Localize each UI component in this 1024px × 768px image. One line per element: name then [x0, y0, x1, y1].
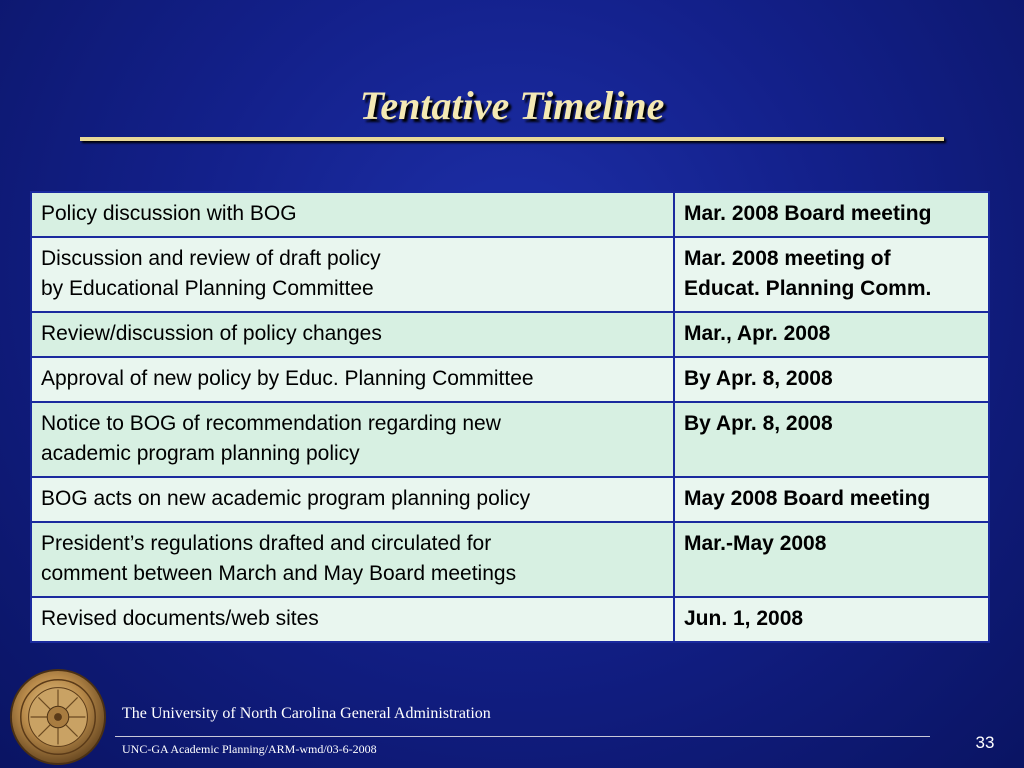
table-row — [31, 522, 989, 597]
date-text: Educat. Planning Comm. — [684, 277, 932, 300]
date-text: By Apr. 8, 2008 — [684, 412, 833, 435]
footer-organization: The University of North Carolina General Administration — [122, 705, 491, 722]
table-row — [31, 477, 989, 522]
task-text: Policy discussion with BOG — [41, 202, 297, 225]
table-row — [31, 402, 989, 477]
date-text: Mar. 2008 meeting of — [684, 247, 891, 270]
timeline-table — [30, 191, 990, 643]
task-text: Review/discussion of policy changes — [41, 322, 382, 345]
task-text: by Educational Planning Committee — [41, 277, 374, 300]
task-text: Revised documents/web sites — [41, 607, 319, 630]
date-text: May 2008 Board meeting — [684, 487, 931, 510]
date-cell — [674, 522, 989, 597]
task-text: Approval of new policy by Educ. Planning Committee — [41, 367, 534, 390]
task-cell — [31, 477, 674, 522]
task-cell — [31, 357, 674, 402]
date-cell — [674, 402, 989, 477]
table-row — [31, 237, 989, 312]
task-cell — [31, 237, 674, 312]
table-row — [31, 357, 989, 402]
task-text: comment between March and May Board meetings — [41, 562, 517, 585]
task-text: academic program planning policy — [41, 442, 360, 465]
task-cell — [31, 522, 674, 597]
date-text: Mar.-May 2008 — [684, 532, 827, 555]
date-text: Mar., Apr. 2008 — [684, 322, 831, 345]
table-row — [31, 597, 989, 642]
footer-meta: UNC-GA Academic Planning/ARM-wmd/03-6-2008 — [122, 742, 377, 756]
task-cell — [31, 192, 674, 237]
date-cell — [674, 312, 989, 357]
slide-title: Tentative Timeline — [359, 83, 665, 128]
title-underline — [80, 137, 944, 141]
footer-divider — [115, 736, 930, 737]
task-cell — [31, 312, 674, 357]
task-cell — [31, 597, 674, 642]
task-text: BOG acts on new academic program planning policy — [41, 487, 531, 510]
date-text: Jun. 1, 2008 — [684, 607, 804, 630]
date-cell — [674, 237, 989, 312]
page-number: 33 — [975, 733, 995, 752]
date-text: By Apr. 8, 2008 — [684, 367, 833, 390]
date-cell — [674, 357, 989, 402]
table-row — [31, 312, 989, 357]
task-text: Discussion and review of draft policy — [41, 247, 381, 270]
task-text: Notice to BOG of recommendation regarding new — [41, 412, 501, 435]
task-text: President’s regulations drafted and circulated for — [41, 532, 492, 555]
date-cell — [674, 597, 989, 642]
date-cell — [674, 192, 989, 237]
university-seal-icon — [9, 668, 107, 766]
date-text: Mar. 2008 Board meeting — [684, 202, 932, 225]
task-cell — [31, 402, 674, 477]
table-row — [31, 192, 989, 237]
date-cell — [674, 477, 989, 522]
